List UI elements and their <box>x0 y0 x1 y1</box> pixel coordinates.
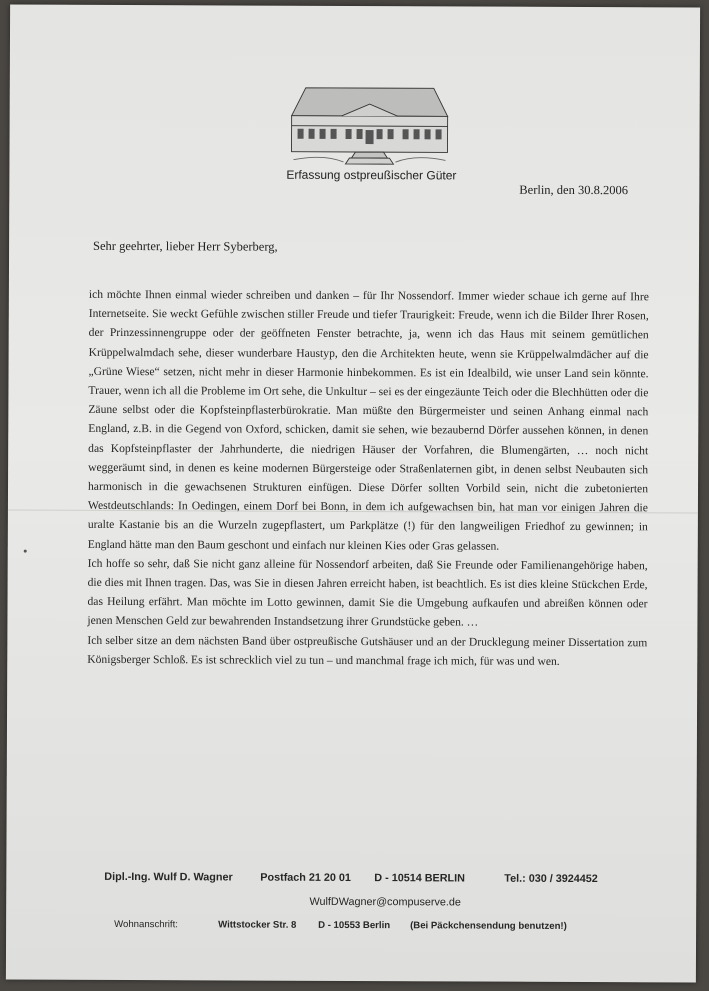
footer-phone: Tel.: 030 / 3924452 <box>504 872 598 886</box>
footer-city: D - 10514 BERLIN <box>374 872 465 885</box>
letterhead-caption: Erfassung ostpreußischer Güter <box>286 167 457 183</box>
footer-email: WulfDWagner@compuserve.de <box>309 895 461 909</box>
paragraph-2: Ich hoffe so sehr, daß Sie nicht ganz alleine für Nossendorf arbeiten, daß Sie Freunde oder Familienangehörige haben, die dies mit Ihnen tragen. Das, was Sie in diesen Jahren erreicht haben, ist beachtlich. Es ist dies kleine Stückchen Erde, das Heilung erfährt. Man möchte im Lotto gewinnen, damit Sie die Umgebung aufkaufen und abreißen können oder jenen Menschen Geld zur bewahrenden Instandsetzung ihrer Grundstücke geben. … <box>87 556 648 630</box>
footer-name: Dipl.-Ing. Wulf D. Wagner <box>104 870 233 884</box>
footer-postfach: Postfach 21 20 01 <box>260 871 351 884</box>
paragraph-3: Ich selber sitze an dem nächsten Band über ostpreußische Gutshäuser und an der Drucklegung meiner Dissertation zum Königsberger Schloß. Es ist schrecklich viel zu tun – und manchmal frage ich mich, für was und wen. <box>87 633 648 668</box>
footer-street: Wittstocker Str. 8 <box>218 919 297 931</box>
footer-address-label: Wohnanschrift: <box>114 918 178 931</box>
manor-house-icon <box>283 78 455 171</box>
salutation: Sehr geehrter, lieber Herr Syberberg, <box>93 238 278 254</box>
footer-address-line <box>6 918 696 932</box>
footer-contact-line <box>6 870 696 886</box>
letter-page <box>6 4 700 982</box>
footer-parcel-note: (Bei Päckchensendung benutzen!) <box>410 920 567 932</box>
footer-address-city: D - 10553 Berlin <box>318 919 391 932</box>
letter-date: Berlin, den 30.8.2006 <box>519 182 629 198</box>
letter-body <box>87 285 649 672</box>
paper-speck <box>24 550 27 553</box>
paragraph-1: ich möchte Ihnen einmal wieder schreiben und danken – für Ihr Nossendorf. Immer wieder schaue ich gerne auf Ihre Internetseite. Sie weckt Gefühle zwischen stiller Freude und tiefer Traurigkeit: Freude, wenn ich die Bilder Ihrer Rosen, der Prinzessinnengruppe oder der geöffneten Fenster betrachte, ja, wenn ich das Haus mit seinem gemütlichen Krüppelwalmdach sehe, dieser wunderbare Haustyp, den die Architekten heute, wenn sie Krüppelwalmdächer auf die „Grüne Wiese“ setzen, nicht mehr in dieser Harmonie hinbekommen. Es ist ein Idealbild, wie unser Land sein könnte. Trauer, wenn ich all die Probleme im Ort sehe, die Unkultur – sei es der eingezäunte Teich oder die Blechhütten oder die Zäune selbst oder die Kopfsteinpflasterbürokratie. Man müßte den Bürgermeister und seinen Anhang einmal nach England, z.B. in die Gegend von Oxford, schicken, damit sie sehen, wie bezaubernd Dörfer aussehen können, in denen das Kopfsteinpflaster der Jahrhunderte, die niedrigen Häuser der Vorfahren, die Blumengärten, … noch nicht weggeräumt sind, in denen es keine modernen Bürgersteige oder Straßenlaternen gibt, in denen selbst Neubauten sich harmonisch in die gewachsenen Strukturen einfügen. Diese Dörfer sollten Vorbild sein, nicht die zubetonierten Westdeutschlands: In Oedingen, einem Dorf bei Bonn, in dem ich aufgewachsen bin, hat man vor einigen Jahren die uralte Kastanie bis an die Wurzeln zugepflastert, um Parkplätze (!) für den langweiligen Friedhof zu gewinnen; in England hätte man den Baum geschont und einfach nur kleinen Kies oder Gras gelassen. <box>87 287 649 553</box>
